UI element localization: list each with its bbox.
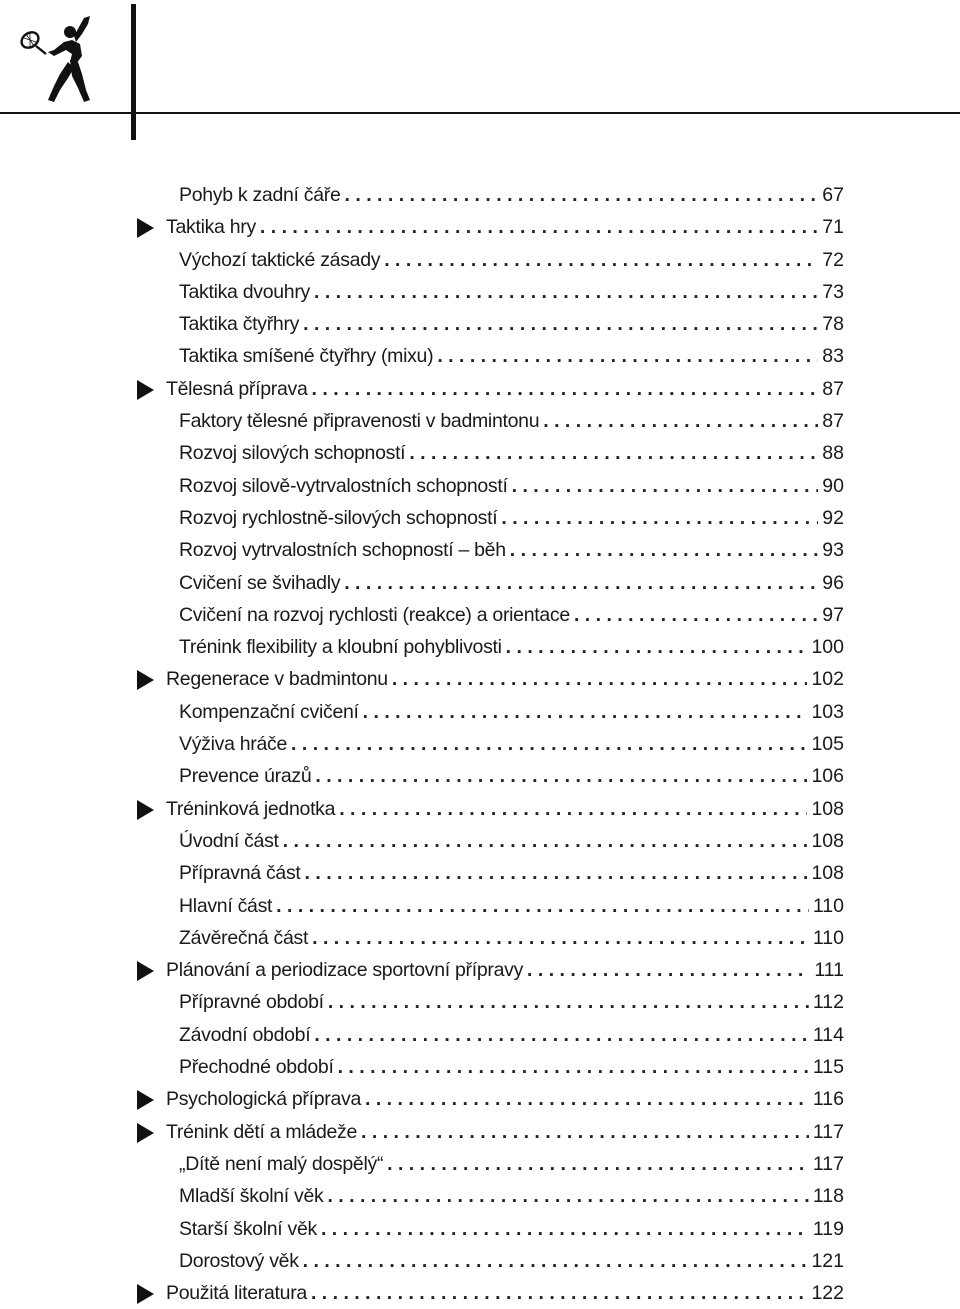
dot-leader bbox=[312, 926, 809, 950]
toc-section-entry bbox=[0, 470, 960, 502]
toc-entry-page-number: 114 bbox=[812, 1023, 844, 1046]
dot-leader bbox=[437, 344, 818, 368]
toc-entry-page-number: 108 bbox=[811, 829, 844, 852]
toc-entry-line bbox=[166, 215, 844, 239]
toc-entry-title: Regenerace v badmintonu bbox=[166, 668, 388, 691]
toc-entry-page-number: 112 bbox=[812, 991, 844, 1014]
toc-entry-line bbox=[179, 506, 844, 530]
triangle-bullet-icon bbox=[137, 670, 154, 690]
toc-section-entry bbox=[0, 244, 960, 276]
toc-section-entry bbox=[0, 1051, 960, 1083]
toc-chapter-entry bbox=[0, 211, 960, 243]
triangle-bullet-icon bbox=[137, 1090, 154, 1110]
dot-leader bbox=[303, 312, 818, 336]
toc-entry-page-number: 118 bbox=[812, 1185, 844, 1208]
dot-leader bbox=[260, 215, 818, 239]
dot-leader bbox=[384, 248, 818, 272]
toc-entry-line bbox=[179, 474, 844, 498]
toc-entry-line bbox=[179, 861, 844, 885]
header-horizontal-rule bbox=[0, 112, 960, 114]
toc-entry-page-number: 119 bbox=[812, 1217, 844, 1240]
toc-entry-line bbox=[179, 248, 844, 272]
toc-entry-title: Výživa hráče bbox=[179, 733, 288, 756]
toc-section-entry bbox=[0, 308, 960, 340]
dot-leader bbox=[283, 829, 808, 853]
toc-entry-line bbox=[179, 1152, 844, 1176]
toc-entry-page-number: 108 bbox=[811, 797, 844, 820]
dot-leader bbox=[361, 1120, 809, 1144]
toc-entry-page-number: 100 bbox=[811, 636, 844, 659]
toc-section-entry bbox=[0, 1213, 960, 1245]
toc-section-entry bbox=[0, 728, 960, 760]
toc-entry-page-number: 97 bbox=[822, 603, 844, 626]
triangle-bullet-icon bbox=[137, 1123, 154, 1143]
toc-entry-title: Trénink dětí a mládeže bbox=[166, 1120, 358, 1143]
toc-section-entry bbox=[0, 1180, 960, 1212]
toc-entry-title: Starší školní věk bbox=[179, 1217, 317, 1240]
toc-section-entry bbox=[0, 1148, 960, 1180]
toc-entry-page-number: 71 bbox=[822, 216, 844, 239]
toc-entry-line bbox=[166, 958, 844, 982]
toc-entry-line bbox=[179, 409, 844, 433]
toc-entry-title: Přípravné období bbox=[179, 991, 324, 1014]
toc-entry-title: Cvičení na rozvoj rychlosti (reakce) a orientace bbox=[179, 603, 570, 626]
toc-entry-title: Závodní období bbox=[179, 1023, 311, 1046]
dot-leader bbox=[512, 474, 819, 498]
dot-leader bbox=[527, 958, 810, 982]
toc-entry-line bbox=[179, 1249, 844, 1273]
toc-entry-page-number: 105 bbox=[811, 733, 844, 756]
toc-section-entry bbox=[0, 340, 960, 372]
toc-section-entry bbox=[0, 437, 960, 469]
dot-leader bbox=[387, 1152, 809, 1176]
toc-entry-page-number: 92 bbox=[822, 506, 844, 529]
toc-entry-page-number: 110 bbox=[812, 894, 844, 917]
toc-entry-page-number: 110 bbox=[812, 926, 844, 949]
toc-entry-line bbox=[166, 377, 844, 401]
dot-leader bbox=[409, 441, 818, 465]
dot-leader bbox=[344, 571, 818, 595]
toc-entry-line bbox=[179, 732, 844, 756]
dot-leader bbox=[339, 797, 807, 821]
toc-entry-page-number: 73 bbox=[822, 280, 844, 303]
dot-leader bbox=[506, 635, 808, 659]
toc-section-entry bbox=[0, 405, 960, 437]
toc-entry-title: Dorostový věk bbox=[179, 1249, 299, 1272]
toc-entry-line bbox=[179, 312, 844, 336]
toc-entry-title: Závěrečná část bbox=[179, 926, 309, 949]
toc-entry-title: Kompenzační cvičení bbox=[179, 700, 359, 723]
toc-entry-title: Úvodní část bbox=[179, 829, 279, 852]
toc-section-entry bbox=[0, 534, 960, 566]
toc-entry-page-number: 78 bbox=[822, 313, 844, 336]
toc-entry-line bbox=[179, 1023, 844, 1047]
toc-entry-page-number: 106 bbox=[811, 765, 844, 788]
toc-entry-page-number: 108 bbox=[811, 862, 844, 885]
toc-entry-line bbox=[179, 280, 844, 304]
toc-entry-title: Taktika hry bbox=[166, 216, 256, 239]
dot-leader bbox=[303, 1249, 808, 1273]
toc-section-entry bbox=[0, 599, 960, 631]
toc-entry-page-number: 83 bbox=[822, 345, 844, 368]
dot-leader bbox=[311, 1281, 808, 1305]
toc-entry-page-number: 87 bbox=[822, 377, 844, 400]
toc-entry-page-number: 72 bbox=[822, 248, 844, 271]
toc-entry-line bbox=[179, 603, 844, 627]
dot-leader bbox=[574, 603, 818, 627]
toc-chapter-entry bbox=[0, 1116, 960, 1148]
toc-entry-page-number: 90 bbox=[822, 474, 844, 497]
toc-entry-line bbox=[179, 764, 844, 788]
toc-entry-title: Faktory tělesné připravenosti v badmintonu bbox=[179, 410, 540, 433]
toc-entry-title: Taktika dvouhry bbox=[179, 280, 310, 303]
toc-entry-page-number: 88 bbox=[822, 442, 844, 465]
dot-leader bbox=[321, 1217, 809, 1241]
toc-section-entry bbox=[0, 857, 960, 889]
toc-section-entry bbox=[0, 986, 960, 1018]
toc-entry-line bbox=[166, 667, 844, 691]
toc-section-entry bbox=[0, 1245, 960, 1277]
toc-entry-page-number: 122 bbox=[811, 1282, 844, 1305]
toc-entry-line bbox=[179, 700, 844, 724]
toc-entry-title: Cvičení se švihadly bbox=[179, 571, 341, 594]
dot-leader bbox=[314, 280, 818, 304]
toc-section-entry bbox=[0, 567, 960, 599]
toc-entry-page-number: 102 bbox=[811, 668, 844, 691]
toc-entry-page-number: 117 bbox=[812, 1152, 844, 1175]
toc-entry-title: Použitá literatura bbox=[166, 1282, 307, 1305]
toc-entry-line bbox=[179, 571, 844, 595]
toc-chapter-entry bbox=[0, 793, 960, 825]
toc-entry-page-number: 87 bbox=[822, 410, 844, 433]
dot-leader bbox=[501, 506, 818, 530]
toc-entry-title: Tělesná příprava bbox=[166, 377, 308, 400]
toc-chapter-entry bbox=[0, 1083, 960, 1115]
toc-entry-title: Přípravná část bbox=[179, 862, 301, 885]
toc-section-entry bbox=[0, 502, 960, 534]
toc-entry-line bbox=[166, 1281, 844, 1305]
toc-entry-line bbox=[166, 797, 844, 821]
triangle-bullet-icon bbox=[137, 218, 154, 238]
toc-entry-title: Plánování a periodizace sportovní přípravy bbox=[166, 959, 524, 982]
toc-entry-line bbox=[179, 1217, 844, 1241]
toc-entry-title: Hlavní část bbox=[179, 894, 273, 917]
dot-leader bbox=[314, 1023, 809, 1047]
toc-entry-title: Mladší školní věk bbox=[179, 1185, 324, 1208]
toc-chapter-entry bbox=[0, 1277, 960, 1309]
toc-entry-title: Rozvoj rychlostně-silových schopností bbox=[179, 506, 498, 529]
toc-entry-page-number: 67 bbox=[822, 184, 844, 206]
triangle-bullet-icon bbox=[137, 1284, 154, 1304]
toc-entry-line bbox=[179, 926, 844, 950]
toc-entry-line bbox=[179, 441, 844, 465]
toc-entry-line bbox=[179, 538, 844, 562]
toc-entry-title: Přechodné období bbox=[179, 1056, 334, 1079]
badminton-player-icon bbox=[10, 12, 110, 108]
toc-entry-title: Výchozí taktické zásady bbox=[179, 248, 381, 271]
dot-leader bbox=[315, 764, 807, 788]
toc-entry-page-number: 121 bbox=[811, 1249, 844, 1272]
toc-entry-title: Rozvoj silově-vytrvalostních schopností bbox=[179, 474, 508, 497]
dot-leader bbox=[365, 1087, 809, 1111]
toc-entry-title: Pohyb k zadní čáře bbox=[179, 184, 341, 206]
triangle-bullet-icon bbox=[137, 800, 154, 820]
toc-entry-line bbox=[179, 894, 844, 918]
toc-entry-title: Taktika čtyřhry bbox=[179, 313, 300, 336]
header-vertical-rule bbox=[131, 4, 136, 140]
dot-leader bbox=[312, 377, 819, 401]
toc-entry-title: „Dítě není malý dospělý“ bbox=[179, 1152, 384, 1175]
toc-entry-line bbox=[179, 990, 844, 1014]
toc-chapter-entry bbox=[0, 954, 960, 986]
toc-entry-line bbox=[166, 1120, 844, 1144]
dot-leader bbox=[392, 667, 808, 691]
dot-leader bbox=[338, 1055, 809, 1079]
toc-entry-line bbox=[179, 1184, 844, 1208]
dot-leader bbox=[327, 1184, 808, 1208]
toc-entry-line bbox=[179, 183, 844, 207]
toc-entry-page-number: 115 bbox=[812, 1056, 844, 1079]
table-of-contents bbox=[0, 179, 960, 1309]
toc-chapter-entry bbox=[0, 663, 960, 695]
toc-section-entry bbox=[0, 890, 960, 922]
toc-entry-title: Prevence úrazů bbox=[179, 765, 312, 788]
toc-section-entry bbox=[0, 1019, 960, 1051]
toc-entry-page-number: 116 bbox=[812, 1088, 844, 1111]
toc-entry-title: Trénink flexibility a kloubní pohyblivosti bbox=[179, 636, 502, 659]
toc-section-entry bbox=[0, 696, 960, 728]
toc-entry-page-number: 93 bbox=[822, 539, 844, 562]
toc-entry-title: Rozvoj vytrvalostních schopností – běh bbox=[179, 539, 506, 562]
toc-entry-line bbox=[179, 344, 844, 368]
toc-entry-title: Tréninková jednotka bbox=[166, 797, 336, 820]
toc-entry-page-number: 96 bbox=[822, 571, 844, 594]
dot-leader bbox=[291, 732, 807, 756]
dot-leader bbox=[363, 700, 808, 724]
toc-entry-title: Rozvoj silových schopností bbox=[179, 442, 406, 465]
toc-section-entry bbox=[0, 179, 960, 211]
toc-section-entry bbox=[0, 631, 960, 663]
toc-section-entry bbox=[0, 276, 960, 308]
toc-entry-page-number: 117 bbox=[812, 1120, 844, 1143]
dot-leader bbox=[345, 183, 819, 207]
dot-leader bbox=[305, 861, 808, 885]
dot-leader bbox=[510, 538, 819, 562]
triangle-bullet-icon bbox=[137, 961, 154, 981]
toc-section-entry bbox=[0, 760, 960, 792]
toc-chapter-entry bbox=[0, 373, 960, 405]
dot-leader bbox=[328, 990, 809, 1014]
toc-entry-line bbox=[179, 829, 844, 853]
toc-entry-title: Psychologická příprava bbox=[166, 1088, 361, 1111]
dot-leader bbox=[276, 894, 809, 918]
toc-entry-line bbox=[179, 1055, 844, 1079]
toc-entry-title: Taktika smíšené čtyřhry (mixu) bbox=[179, 345, 434, 368]
triangle-bullet-icon bbox=[137, 380, 154, 400]
toc-section-entry bbox=[0, 825, 960, 857]
toc-entry-page-number: 111 bbox=[814, 959, 844, 982]
toc-entry-line bbox=[166, 1087, 844, 1111]
toc-section-entry bbox=[0, 922, 960, 954]
toc-entry-line bbox=[179, 635, 844, 659]
toc-entry-page-number: 103 bbox=[811, 700, 844, 723]
dot-leader bbox=[543, 409, 818, 433]
